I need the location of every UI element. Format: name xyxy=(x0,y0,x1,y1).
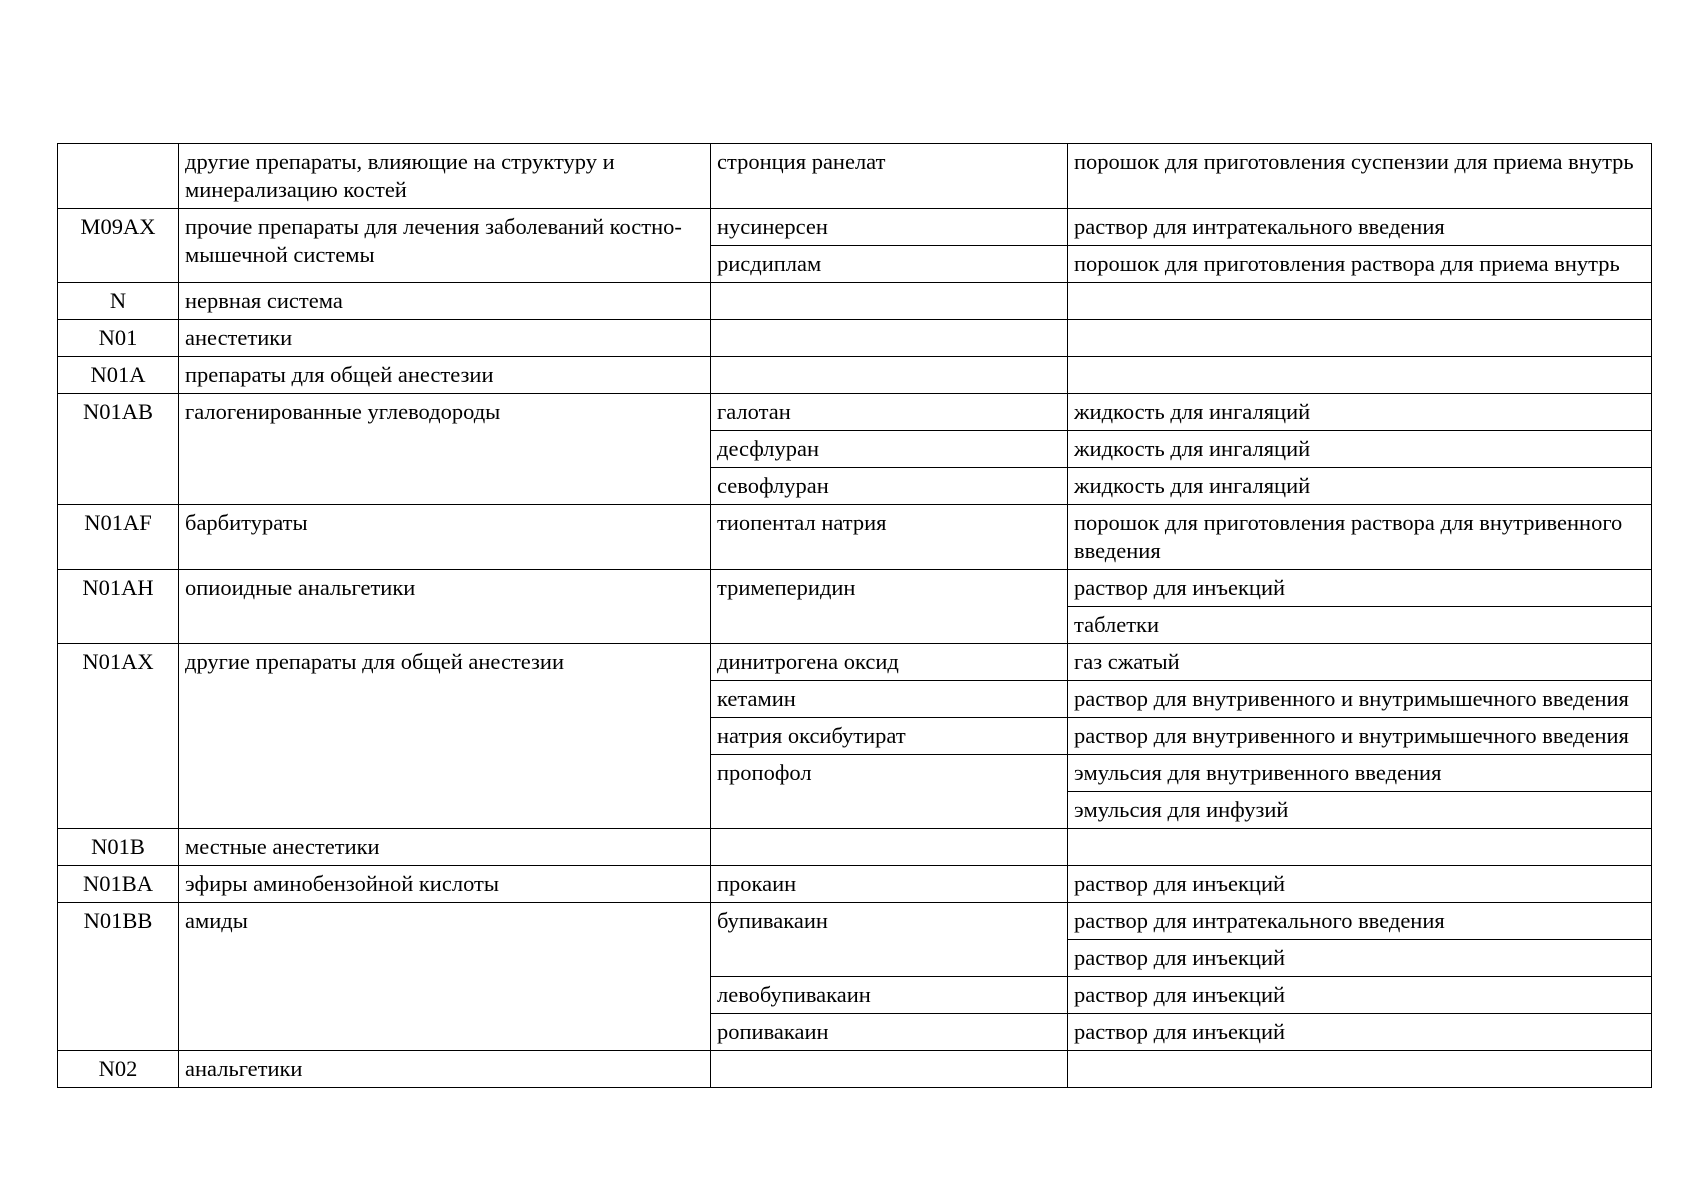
document-page xyxy=(57,143,1651,1088)
drug-name-cell: нусинерсен xyxy=(711,209,1068,246)
group-name-cell: препараты для общей анестезии xyxy=(179,357,711,394)
dosage-form-cell: раствор для интратекального введения xyxy=(1068,209,1652,246)
atc-code-cell: N01BA xyxy=(58,866,179,903)
drug-name-cell: тиопентал натрия xyxy=(711,505,1068,570)
table-row xyxy=(58,283,1652,320)
dosage-form-cell: таблетки xyxy=(1068,607,1652,644)
drug-name-cell: бупивакаин xyxy=(711,903,1068,977)
drug-name-cell xyxy=(711,829,1068,866)
group-name-cell: опиоидные анальгетики xyxy=(179,570,711,644)
atc-code-cell: N01AX xyxy=(58,644,179,829)
table-row xyxy=(58,866,1652,903)
table-row xyxy=(58,505,1652,570)
group-name-cell: местные анестетики xyxy=(179,829,711,866)
drug-name-cell xyxy=(711,283,1068,320)
atc-code-cell: M09AX xyxy=(58,209,179,283)
table-row xyxy=(58,144,1652,209)
drug-name-cell: галотан xyxy=(711,394,1068,431)
dosage-form-cell xyxy=(1068,320,1652,357)
dosage-form-cell: раствор для инъекций xyxy=(1068,866,1652,903)
drug-name-cell xyxy=(711,357,1068,394)
table-row xyxy=(58,320,1652,357)
drug-name-cell: ропивакаин xyxy=(711,1014,1068,1051)
group-name-cell: амиды xyxy=(179,903,711,1051)
table-row xyxy=(58,644,1652,681)
dosage-form-cell: раствор для интратекального введения xyxy=(1068,903,1652,940)
group-name-cell: барбитураты xyxy=(179,505,711,570)
atc-code-cell: N01AH xyxy=(58,570,179,644)
group-name-cell: эфиры аминобензойной кислоты xyxy=(179,866,711,903)
group-name-cell: анальгетики xyxy=(179,1051,711,1088)
group-name-cell: анестетики xyxy=(179,320,711,357)
table-row xyxy=(58,903,1652,940)
drug-classification-table xyxy=(57,143,1652,1088)
dosage-form-cell xyxy=(1068,829,1652,866)
dosage-form-cell: порошок для приготовления раствора для приема внутрь xyxy=(1068,246,1652,283)
drug-name-cell: десфлуран xyxy=(711,431,1068,468)
table-row xyxy=(58,394,1652,431)
atc-code-cell: N01B xyxy=(58,829,179,866)
table-row xyxy=(58,209,1652,246)
drug-name-cell: динитрогена оксид xyxy=(711,644,1068,681)
group-name-cell: нервная система xyxy=(179,283,711,320)
table-row xyxy=(58,829,1652,866)
atc-code-cell: N01AB xyxy=(58,394,179,505)
dosage-form-cell xyxy=(1068,283,1652,320)
table-body xyxy=(58,144,1652,1088)
dosage-form-cell: раствор для внутривенного и внутримышечного введения xyxy=(1068,681,1652,718)
dosage-form-cell: раствор для внутривенного и внутримышечного введения xyxy=(1068,718,1652,755)
group-name-cell: галогенированные углеводороды xyxy=(179,394,711,505)
drug-name-cell: рисдиплам xyxy=(711,246,1068,283)
drug-name-cell: севофлуран xyxy=(711,468,1068,505)
group-name-cell: другие препараты, влияющие на структуру и минерализацию костей xyxy=(179,144,711,209)
dosage-form-cell: жидкость для ингаляций xyxy=(1068,468,1652,505)
dosage-form-cell: газ сжатый xyxy=(1068,644,1652,681)
drug-name-cell: стронция ранелат xyxy=(711,144,1068,209)
dosage-form-cell: порошок для приготовления суспензии для приема внутрь xyxy=(1068,144,1652,209)
table-row xyxy=(58,1051,1652,1088)
drug-name-cell: левобупивакаин xyxy=(711,977,1068,1014)
dosage-form-cell: жидкость для ингаляций xyxy=(1068,394,1652,431)
dosage-form-cell xyxy=(1068,357,1652,394)
dosage-form-cell: порошок для приготовления раствора для внутривенного введения xyxy=(1068,505,1652,570)
group-name-cell: другие препараты для общей анестезии xyxy=(179,644,711,829)
atc-code-cell: N01 xyxy=(58,320,179,357)
table-row xyxy=(58,357,1652,394)
dosage-form-cell: раствор для инъекций xyxy=(1068,570,1652,607)
atc-code-cell xyxy=(58,144,179,209)
atc-code-cell: N01A xyxy=(58,357,179,394)
dosage-form-cell: раствор для инъекций xyxy=(1068,977,1652,1014)
drug-name-cell: кетамин xyxy=(711,681,1068,718)
table-row xyxy=(58,570,1652,607)
dosage-form-cell: раствор для инъекций xyxy=(1068,940,1652,977)
drug-name-cell: тримеперидин xyxy=(711,570,1068,644)
drug-name-cell: пропофол xyxy=(711,755,1068,829)
atc-code-cell: N01BB xyxy=(58,903,179,1051)
dosage-form-cell: эмульсия для инфузий xyxy=(1068,792,1652,829)
drug-name-cell: прокаин xyxy=(711,866,1068,903)
atc-code-cell: N xyxy=(58,283,179,320)
dosage-form-cell xyxy=(1068,1051,1652,1088)
drug-name-cell xyxy=(711,320,1068,357)
dosage-form-cell: эмульсия для внутривенного введения xyxy=(1068,755,1652,792)
dosage-form-cell: раствор для инъекций xyxy=(1068,1014,1652,1051)
atc-code-cell: N01AF xyxy=(58,505,179,570)
drug-name-cell xyxy=(711,1051,1068,1088)
group-name-cell: прочие препараты для лечения заболеваний костно-мышечной системы xyxy=(179,209,711,283)
atc-code-cell: N02 xyxy=(58,1051,179,1088)
dosage-form-cell: жидкость для ингаляций xyxy=(1068,431,1652,468)
drug-name-cell: натрия оксибутират xyxy=(711,718,1068,755)
